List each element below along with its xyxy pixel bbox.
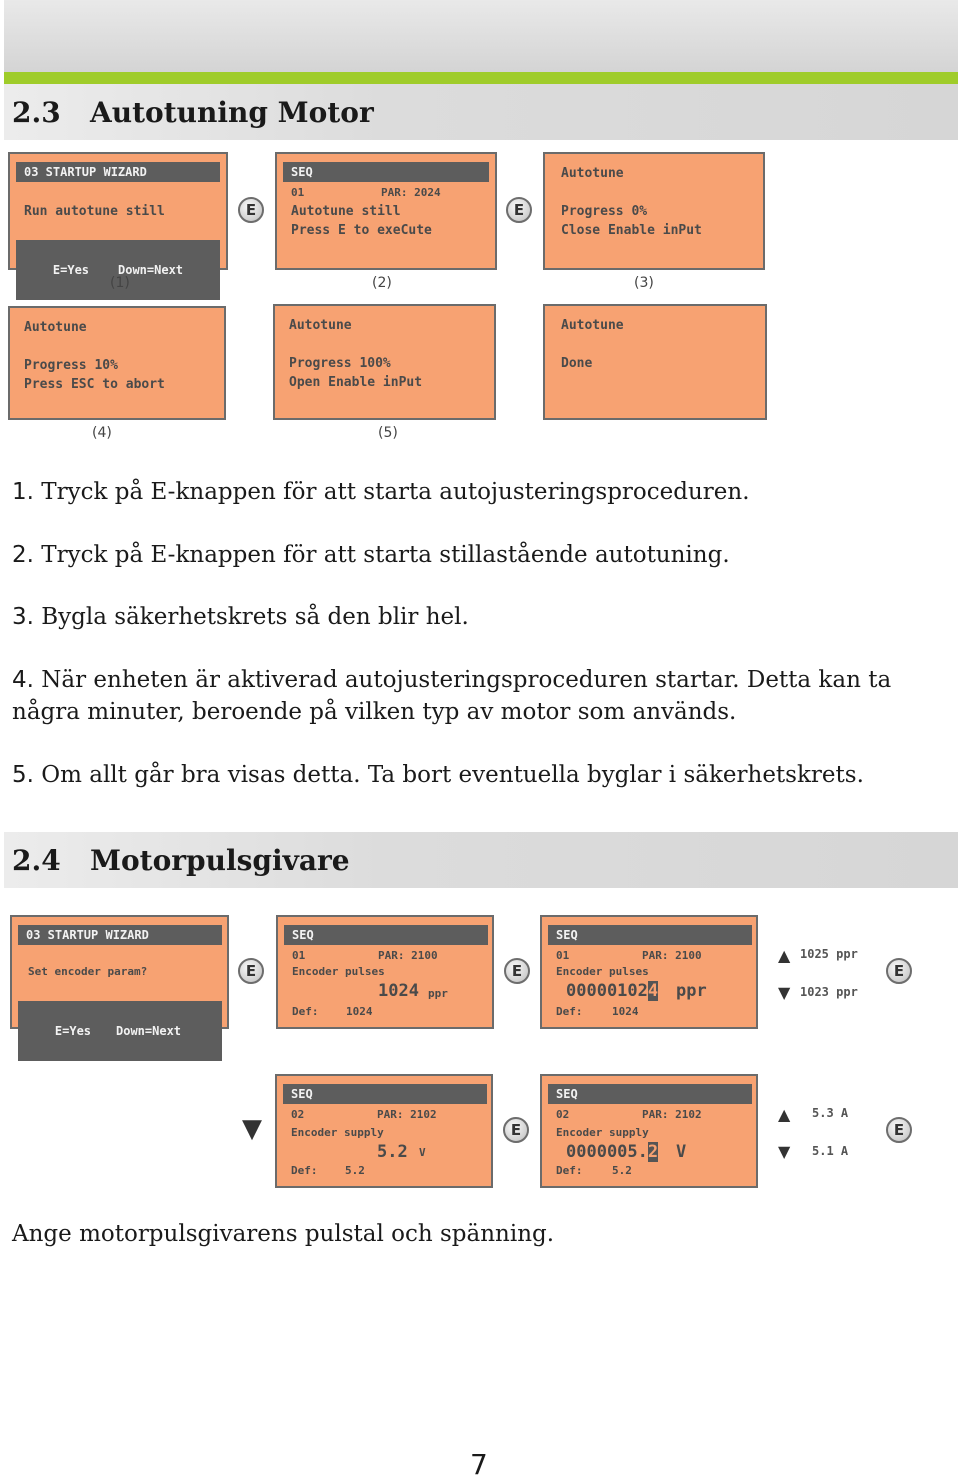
arrow-down-icon: ▼ — [778, 983, 791, 1002]
caption-2: (2) — [372, 275, 392, 291]
lcd-default-value: 1024 — [612, 1005, 639, 1018]
lcd-title: Autotune — [289, 318, 352, 333]
header-accent-line — [4, 72, 958, 84]
step-3 — [12, 601, 932, 633]
arrow-down-icon: ▼ — [242, 1114, 262, 1144]
lcd-screen-encoder-1 — [10, 915, 229, 1038]
lcd-unit: ppr — [428, 987, 448, 1000]
step-number: 4. — [12, 667, 34, 693]
lcd-screen-1 — [8, 152, 228, 277]
lcd-line: Encoder supply — [291, 1126, 384, 1139]
lcd-line: Done — [561, 356, 593, 371]
lcd-bottom-bar — [18, 1001, 222, 1061]
step-number: 2. — [12, 542, 34, 568]
lcd-default-label: Def: — [556, 1164, 583, 1177]
caption-3: (3) — [634, 275, 654, 291]
lcd-title-bar: SEQ — [284, 925, 488, 945]
lcd-title-bar: SEQ — [548, 925, 752, 945]
lcd-line: Encoder pulses — [556, 965, 649, 978]
lcd-option-yes: E=Yes — [52, 263, 90, 277]
caption-1: (1) — [110, 275, 130, 291]
lcd-line: Press ESC to abort — [24, 377, 165, 392]
arrow-up-value: 5.3 A — [812, 1106, 849, 1120]
lcd-line: Progress 10% — [24, 358, 118, 373]
lcd-edit-value — [566, 1142, 658, 1162]
lcd-title-bar: SEQ — [283, 1084, 487, 1104]
lcd-option-yes: E=Yes — [54, 1024, 92, 1038]
page-number: 7 — [470, 1448, 488, 1481]
lcd-line: Encoder supply — [556, 1126, 649, 1139]
lcd-line: Press E to exeCute — [291, 223, 432, 238]
lcd-line: Close Enable inPut — [561, 223, 702, 238]
arrow-up-icon: ▲ — [778, 946, 791, 965]
lcd-line: Run autotune still — [24, 204, 165, 219]
lcd-screen-2 — [275, 152, 497, 270]
lcd-parameter: PAR: 2102 — [377, 1108, 437, 1121]
lcd-title-bar: SEQ — [548, 1084, 752, 1104]
section-header-motorpulsgivare — [4, 832, 958, 888]
section-number: 2.4 — [12, 844, 61, 877]
lcd-title-bar: 03 STARTUP WIZARD — [18, 925, 222, 945]
lcd-default-value: 1024 — [346, 1005, 373, 1018]
lcd-index: 01 — [292, 949, 306, 962]
lcd-screen-5 — [273, 304, 496, 420]
step-2 — [12, 539, 932, 571]
lcd-value-digits: 00000102 — [566, 981, 648, 1001]
lcd-screen-6 — [543, 304, 767, 420]
lcd-parameter: PAR: 2100 — [642, 949, 702, 962]
e-button-icon: E — [503, 1117, 529, 1143]
lcd-unit: V — [676, 1142, 687, 1162]
lcd-line: Set encoder param? — [28, 965, 148, 978]
e-button-icon: E — [238, 197, 264, 223]
step-number: 3. — [12, 604, 34, 630]
lcd-index: 02 — [291, 1108, 305, 1121]
lcd-screen-4 — [8, 306, 226, 420]
arrow-down-value: 5.1 A — [812, 1144, 849, 1158]
lcd-edit-value — [566, 981, 658, 1001]
lcd-default-label: Def: — [291, 1164, 318, 1177]
lcd-parameter: PAR: 2100 — [378, 949, 438, 962]
lcd-value: 1024 — [378, 981, 419, 1001]
lcd-screen-encoder-2 — [276, 915, 494, 1029]
lcd-index: 01 — [556, 949, 570, 962]
e-button-icon: E — [886, 958, 912, 984]
arrow-up-value: 1025 ppr — [800, 947, 858, 961]
lcd-option-next: Down=Next — [116, 1024, 182, 1038]
lcd-default-label: Def: — [292, 1005, 319, 1018]
lcd-screen-encoder-3 — [540, 915, 758, 1029]
arrow-up-icon: ▲ — [778, 1105, 791, 1124]
lcd-default-value: 5.2 — [612, 1164, 632, 1177]
lcd-index: 01 — [291, 186, 305, 199]
arrow-down-value: 1023 ppr — [800, 985, 858, 999]
lcd-title: Autotune — [24, 320, 87, 335]
lcd-option-next: Down=Next — [118, 263, 184, 277]
lcd-bottom-bar — [16, 240, 220, 300]
lcd-title: Autotune — [561, 166, 624, 181]
lcd-title: Autotune — [561, 318, 624, 333]
step-text: Tryck på E-knappen för att starta autojusteringsproceduren. — [41, 479, 750, 505]
e-button-icon: E — [238, 958, 264, 984]
lcd-screen-encoder-4 — [275, 1074, 493, 1188]
section-header-autotuning — [4, 84, 958, 140]
lcd-line: Autotune still — [291, 204, 401, 219]
step-text: När enheten är aktiverad autojusteringsproceduren startar. Detta kan ta några minuter, beroende på vilken typ av motor som används. — [12, 667, 892, 725]
lcd-unit: ppr — [676, 981, 707, 1001]
lcd-line: Encoder pulses — [292, 965, 385, 978]
lcd-value-digits: 0000005. — [566, 1142, 648, 1162]
lcd-title-bar: 03 STARTUP WIZARD — [16, 162, 220, 182]
lcd-cursor-digit: 4 — [647, 981, 659, 1001]
e-button-icon: E — [504, 958, 530, 984]
step-number: 1. — [12, 479, 34, 505]
header-bar — [4, 0, 958, 72]
step-4 — [12, 664, 932, 728]
bottom-text: Ange motorpulsgivarens pulstal och spänning. — [12, 1221, 555, 1247]
arrow-down-icon: ▼ — [778, 1142, 791, 1161]
e-button-icon: E — [886, 1117, 912, 1143]
lcd-cursor-digit: 2 — [647, 1142, 659, 1162]
lcd-line: Progress 100% — [289, 356, 391, 371]
lcd-parameter: PAR: 2102 — [642, 1108, 702, 1121]
step-number: 5. — [12, 762, 34, 788]
e-button-icon: E — [506, 197, 532, 223]
lcd-value: 5.2 — [377, 1142, 408, 1162]
lcd-line: Progress 0% — [561, 204, 648, 219]
lcd-title-bar: SEQ — [283, 162, 489, 182]
step-1 — [12, 476, 932, 508]
section-number: 2.3 — [12, 96, 61, 129]
lcd-index: 02 — [556, 1108, 570, 1121]
caption-4: (4) — [92, 425, 112, 441]
section-title: Motorpulsgivare — [90, 844, 350, 877]
step-text: Om allt går bra visas detta. Ta bort eventuella byglar i säkerhetskrets. — [41, 762, 864, 788]
lcd-default-label: Def: — [556, 1005, 583, 1018]
lcd-parameter: PAR: 2024 — [381, 186, 441, 199]
step-text: Tryck på E-knappen för att starta stillastående autotuning. — [41, 542, 730, 568]
section-title: Autotuning Motor — [90, 96, 374, 129]
step-5 — [12, 759, 932, 791]
lcd-screen-encoder-5 — [540, 1074, 758, 1188]
lcd-line: Open Enable inPut — [289, 375, 423, 390]
lcd-default-value: 5.2 — [345, 1164, 365, 1177]
lcd-screen-3 — [543, 152, 765, 270]
caption-5: (5) — [378, 425, 398, 441]
step-text: Bygla säkerhetskrets så den blir hel. — [41, 604, 469, 630]
lcd-unit: V — [419, 1146, 426, 1159]
